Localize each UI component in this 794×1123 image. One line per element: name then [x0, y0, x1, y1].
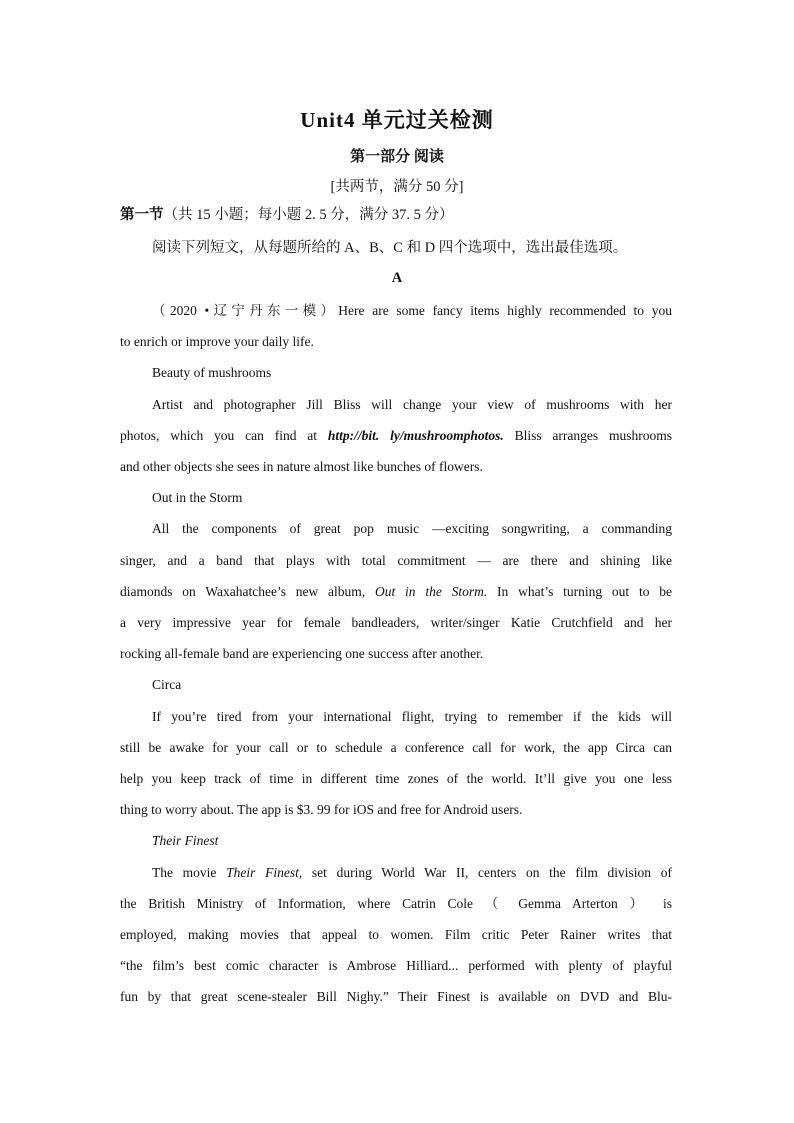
movie-title: Their Finest — [226, 865, 299, 880]
item3-line-4: thing to worry about. The app is $3. 99 for iOS and free for Android users. — [120, 802, 523, 817]
item-heading-mushrooms: Beauty of mushrooms — [152, 365, 272, 380]
passage-label: A — [391, 270, 403, 286]
intro-line-1: （2020 •辽宁丹东一模）Here are some fancy items highly recommended to you — [152, 303, 672, 318]
item1-line-2 — [120, 427, 672, 445]
mushroom-photos-link[interactable]: http://bit. ly/mushroomphotos. — [327, 428, 504, 443]
intro-line-2: to enrich or improve your daily life. — [120, 334, 314, 349]
item3-line-1: If you’re tired from your international flight, trying to remember if the kids will — [152, 709, 672, 724]
item4-line-3: employed, making movies that appeal to women. Film critic Peter Rainer writes that — [120, 927, 672, 942]
section-desc: （共 15 小题；每小题 2. 5 分，满分 37. 5 分） — [163, 207, 454, 223]
item-heading-circa: Circa — [152, 677, 182, 692]
item-heading-storm: Out in the Storm — [152, 490, 243, 505]
item-heading-their-finest: Their Finest — [152, 833, 219, 848]
item4-line-1 — [152, 864, 672, 882]
section-instruction: 阅读下列短文，从每题所给的 A、B、C 和 D 四个选项中，选出最佳选项。 — [152, 240, 628, 256]
item4-line-1-rest: , set during World War II, centers on the film division of — [298, 865, 672, 880]
item2-line-5: rocking all-female band are experiencing one success after another. — [120, 646, 484, 661]
item2-line-3 — [120, 583, 672, 601]
section-heading — [120, 206, 672, 224]
item2-line-1: All the components of great pop music —exciting songwriting, a commanding — [152, 521, 672, 536]
item1-line-1: Artist and photographer Jill Bliss will change your view of mushrooms with her — [152, 397, 672, 412]
part-heading: 第一部分 阅读 — [350, 149, 444, 165]
item4-line-5: fun by that great scene-stealer Bill Nighy.” Their Finest is available on DVD and Blu- — [120, 989, 672, 1004]
item1-line-2-text: photos, which you can find at — [120, 428, 328, 443]
item4-line-1-text: The movie — [152, 865, 227, 880]
item2-line-3-text: diamonds on Waxahatchee’s new album, — [120, 584, 375, 599]
item1-line-3: and other objects she sees in nature almost like bunches of flowers. — [120, 459, 483, 474]
item2-line-4: a very impressive year for female bandleaders, writer/singer Katie Crutchfield and her — [120, 615, 672, 630]
item3-line-3: help you keep track of time in different time zones of the world. It’ll give you one less — [120, 771, 672, 786]
page-title: Unit4 单元过关检测 — [300, 108, 494, 132]
album-title: Out in the Storm. — [374, 584, 488, 599]
item1-line-2-rest: Bliss arranges mushrooms — [503, 428, 672, 443]
item4-line-4: “the film’s best comic character is Ambrose Hilliard... performed with plenty of playful — [120, 958, 672, 973]
item2-line-3-rest: In what’s turning out to be — [487, 584, 672, 599]
item3-line-2: still be awake for your call or to schedule a conference call for work, the app Circa can — [120, 740, 672, 755]
item4-line-2: the British Ministry of Information, where Catrin Cole （ Gemma Arterton ） is — [120, 896, 672, 911]
part-scoring: [共两节，满分 50 分] — [330, 179, 464, 195]
item2-line-2: singer, and a band that plays with total commitment — are there and shining like — [120, 553, 672, 568]
section-title: 第一节 — [120, 207, 164, 223]
